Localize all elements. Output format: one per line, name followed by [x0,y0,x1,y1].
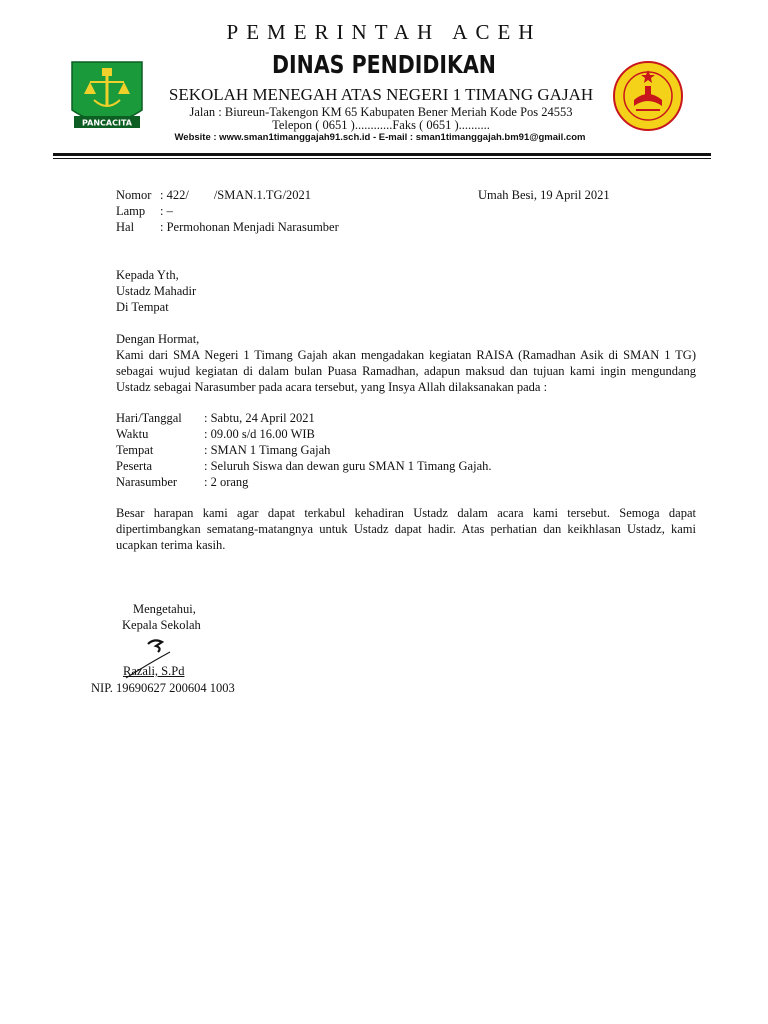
nomor-label: Nomor [116,188,152,202]
recipient-line: Di Tempat [116,300,169,314]
letterhead-rule-thin [53,158,711,159]
detail-row [116,474,248,490]
detail-row [116,442,330,458]
lamp-label: Lamp [116,204,146,218]
detail-value: : Sabtu, 24 April 2021 [204,411,315,425]
pancacita-label: PANCACITA [82,118,132,128]
closing-paragraph: Besar harapan kami agar dapat terkabul kehadiran Ustadz dalam acara kami tersebut. Semoga dapat dipertimbangkan sematang-matangnya untuk Ustadz dapat hadir. Atas perhatian dan keikhlasan Ustadz, kami ucapkan terima kasih. [116,506,696,553]
detail-label: Narasumber [116,475,178,489]
hal-row [116,219,339,235]
opening-paragraph: Kami dari SMA Negeri 1 Timang Gajah akan mengadakan kegiatan RAISA (Ramadhan Asik di SMAN 1 TG) sebagai wujud kegiatan di dalam bulan Puasa Ramadhan, adapun maksud dan tujuan kami ingin mengundang Ustadz sebagai Narasumber pada acara tersebut, yang Insya Allah dilaksanakan pada : [116,348,696,395]
detail-label: Tempat [116,443,154,457]
letterhead-agency: DINAS PENDIDIKAN [272,50,496,79]
signature-role: Kepala Sekolah [122,618,201,632]
letterhead-phone: Telepon ( 0651 )............Faks ( 0651 ).......... [272,118,490,132]
detail-row [116,426,315,442]
detail-label: Waktu [116,427,149,441]
detail-value: : SMAN 1 Timang Gajah [204,443,331,457]
recipient-line: Kepada Yth, [116,268,179,282]
greeting: Dengan Hormat, [116,332,200,346]
aceh-emblem-logo [68,60,146,134]
detail-value: : Seluruh Siswa dan dewan guru SMAN 1 Timang Gajah. [204,459,492,473]
place-date: Umah Besi, 19 April 2021 [478,188,610,202]
detail-value: : 2 orang [204,475,249,489]
lamp-row [116,203,173,219]
detail-label: Peserta [116,459,153,473]
letterhead-school-name: SEKOLAH MENEGAH ATAS NEGERI 1 TIMANG GAJAH [168,85,594,104]
detail-row [116,410,315,426]
detail-value: : 09.00 s/d 16.00 WIB [204,427,315,441]
signature-nip: NIP. 19690627 200604 1003 [91,681,235,695]
letterhead-government: PEMERINTAH ACEH [226,20,542,44]
signature-known: Mengetahui, [133,602,196,616]
hal-value: : Permohonan Menjadi Narasumber [160,220,339,234]
lamp-value: : – [160,204,173,218]
recipient-line: Ustadz Mahadir [116,284,197,298]
detail-row [116,458,492,474]
detail-label: Hari/Tanggal [116,411,182,425]
letterhead-address: Jalan : Biureun-Takengon KM 65 Kabupaten Bener Meriah Kode Pos 24553 [189,105,573,119]
hal-label: Hal [116,220,135,234]
signature-name: Razali, S.Pd [123,664,185,678]
school-emblem-logo [612,60,684,132]
letterhead-website-email: Website : www.sman1timanggajah91.sch.id - E-mail : sman1timanggajah.bm91@gmail.com [174,132,586,143]
nomor-row [116,187,311,203]
nomor-value: : 422/ /SMAN.1.TG/2021 [160,188,312,202]
letterhead-rule-thick [53,153,711,156]
